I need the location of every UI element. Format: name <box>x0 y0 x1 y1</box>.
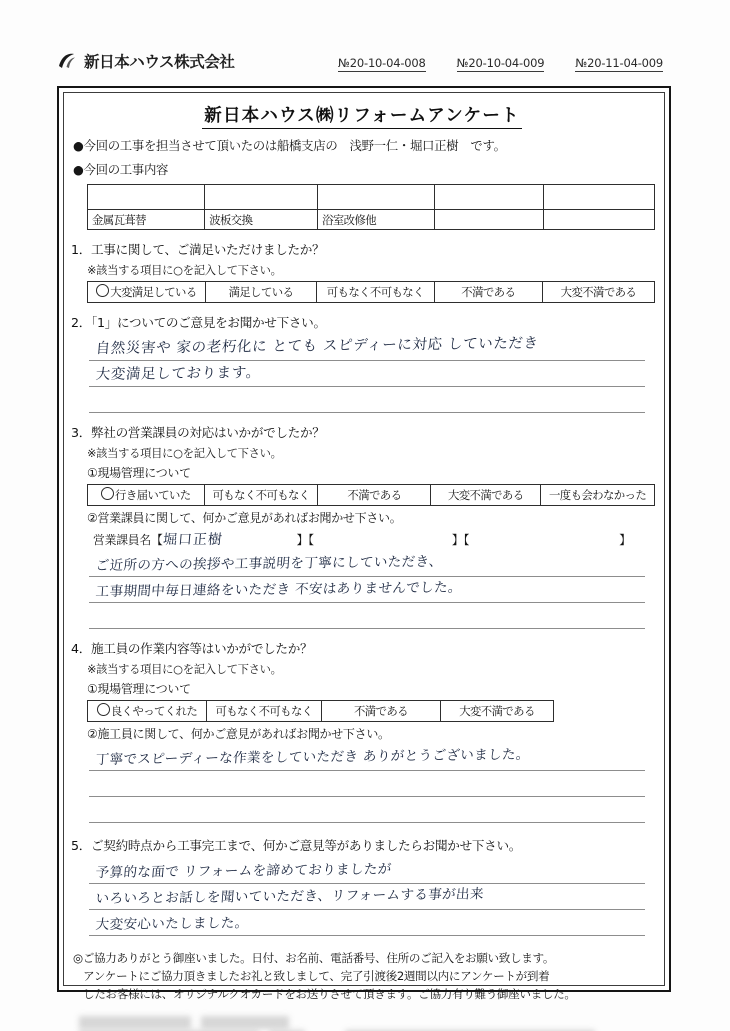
work-cell-blank <box>318 185 435 210</box>
question-3-sub1: ①現場管理について <box>87 466 191 480</box>
q3-option-selected[interactable] <box>88 485 205 506</box>
footer-note <box>73 950 655 1004</box>
work-cell-blank <box>435 185 544 210</box>
q1-option-selected[interactable] <box>88 282 206 303</box>
handwritten-text: 大変満足しております。 <box>95 364 262 384</box>
question-5-answer <box>69 858 655 936</box>
question-3-answer <box>69 551 655 629</box>
bracket-1: 】【 <box>296 533 314 547</box>
q1-option[interactable]: 可もなく不可もなく <box>317 282 435 303</box>
footer-line-3: したお客様には、オリジナルクオカードをお送りさせて頂きます。ご協力有り難う御座いました。 <box>83 986 576 1001</box>
intro-line: ●今回の工事を担当させて頂いたのは船橋支店の 浅野一仁・堀口正樹 です。 <box>73 138 506 153</box>
q4-option-label: 良くやってくれた <box>110 704 198 718</box>
q4-option[interactable]: 不満である <box>322 701 441 722</box>
page-title-text: 新日本ハウス㈱リフォームアンケート <box>202 106 521 129</box>
question-3-label: 3．弊社の営業課員の対応はいかがでしたか？ <box>71 425 325 440</box>
q1-option[interactable]: 大変不満である <box>542 282 654 303</box>
work-cell-blank <box>88 185 205 210</box>
company-swoosh-logo-icon <box>56 50 78 72</box>
question-4-answer <box>69 745 655 823</box>
document-number-list <box>338 56 663 72</box>
work-cell-blank <box>205 185 318 210</box>
q3-option-label: 行き届いていた <box>115 488 191 502</box>
handwritten-text: 自然災害や 家の老朽化に とても スピディーに対応 していただき <box>95 335 540 358</box>
company-name: 新日本ハウス株式会社 <box>84 53 235 71</box>
question-3-sub2: ②営業課員に関して、何かご意見があればお聞かせ下さい。 <box>87 511 402 525</box>
question-2-answer <box>69 335 655 413</box>
handwritten-text: 丁寧でスピーディーな作業をしていただき ありがとうございました。 <box>95 746 531 768</box>
handwriting-line <box>89 603 645 629</box>
table-row <box>88 485 655 506</box>
document-number: №20-11-04-009 <box>575 56 664 70</box>
table-row <box>88 210 655 230</box>
redacted-personal-info <box>73 1014 643 1031</box>
work-content-heading: ●今回の工事内容 <box>73 162 169 177</box>
handwriting-line <box>89 858 645 884</box>
question-1-options-table <box>87 281 655 303</box>
company-logo <box>56 50 235 72</box>
circle-mark-icon <box>96 284 109 297</box>
handwriting-line <box>89 910 645 936</box>
work-item: 浴室改修他 <box>318 210 435 230</box>
handwriting-line <box>89 335 645 361</box>
question-1-note: ※該当する項目に○を記入して下さい。 <box>87 264 282 277</box>
page-title <box>69 102 655 127</box>
q3-option[interactable]: 一度も会わなかった <box>541 485 655 506</box>
handwriting-line <box>89 361 645 387</box>
handwriting-line <box>89 387 645 413</box>
work-cell-blank <box>544 185 655 210</box>
question-4-sub1: ①現場管理について <box>87 682 191 696</box>
footer-line-2: アンケートにご協力頂きましたお礼と致しまして、完了引渡後2週間以内にアンケートが到着 <box>83 968 550 983</box>
salesperson-name-row <box>93 529 655 549</box>
work-item <box>544 210 655 230</box>
work-item: 波板交換 <box>205 210 318 230</box>
question-4-sub2: ②施工員に関して、何かご意見があればお聞かせ下さい。 <box>87 727 390 741</box>
salesperson-name-value: 堀口正樹 <box>161 532 224 548</box>
q1-option-label: 大変満足している <box>110 285 197 299</box>
handwritten-text: 大変安心いたしました。 <box>95 915 250 933</box>
q3-option[interactable]: 大変不満である <box>431 485 541 506</box>
handwriting-line <box>89 745 645 771</box>
question-3-options-table <box>87 484 655 506</box>
work-item: 金属瓦葺替 <box>88 210 205 230</box>
q1-option[interactable]: 不満である <box>434 282 542 303</box>
work-item <box>435 210 544 230</box>
q3-option[interactable]: 不満である <box>318 485 431 506</box>
circle-mark-icon <box>101 487 114 500</box>
table-row <box>88 185 655 210</box>
handwriting-line <box>89 797 645 823</box>
form-sheet <box>57 86 671 1001</box>
question-3-note: ※該当する項目に○を記入して下さい。 <box>87 447 282 460</box>
handwritten-text: 工事期間中毎日連絡をいただき 不安はありませんでした。 <box>95 579 463 600</box>
q3-option[interactable]: 可もなく不可もなく <box>204 485 318 506</box>
work-content-table <box>87 184 655 230</box>
handwritten-text: いろいろとお話しを聞いていただき、リフォームする事が出来 <box>95 886 485 907</box>
bracket-3: 】 <box>619 533 631 547</box>
page-header <box>0 0 730 88</box>
question-2-label: 2．「1」についてのご意見をお聞かせ下さい。 <box>71 315 326 330</box>
handwriting-line <box>89 551 645 577</box>
bracket-2: 】【 <box>451 533 470 547</box>
table-row <box>88 701 554 722</box>
question-1-label: 1．工事に関して、ご満足いただけましたか？ <box>71 242 325 257</box>
q4-option-selected[interactable] <box>88 701 207 722</box>
circle-mark-icon <box>97 703 110 716</box>
handwriting-line <box>89 884 645 910</box>
question-4-note: ※該当する項目に○を記入して下さい。 <box>87 663 282 676</box>
q4-option[interactable]: 大変不満である <box>441 701 554 722</box>
table-row <box>88 282 655 303</box>
handwriting-line <box>89 771 645 797</box>
question-4-options-table <box>87 700 554 722</box>
document-number: №20-10-04-009 <box>456 56 545 70</box>
q1-option[interactable]: 満足している <box>205 282 316 303</box>
salesperson-name-label: 営業課員名【 <box>93 533 163 547</box>
handwritten-text: ご近所の方への挨拶や工事説明を丁寧にしていただき、 <box>95 553 444 574</box>
q4-option[interactable]: 可もなく不可もなく <box>207 701 322 722</box>
question-4-label: 4．施工員の作業内容等はいかがでしたか？ <box>71 641 313 656</box>
handwriting-line <box>89 577 645 603</box>
document-number: №20-10-04-008 <box>338 56 426 70</box>
handwritten-text: 予算的な面で リフォームを諦めておりましたが <box>95 861 393 881</box>
footer-line-1: ◎ご協力ありがとう御座いました。日付、お名前、電話番号、住所のご記入をお願い致します。 <box>73 951 555 965</box>
question-5-label: 5．ご契約時点から工事完工まで、何かご意見等がありましたらお聞かせ下さい。 <box>71 838 522 853</box>
